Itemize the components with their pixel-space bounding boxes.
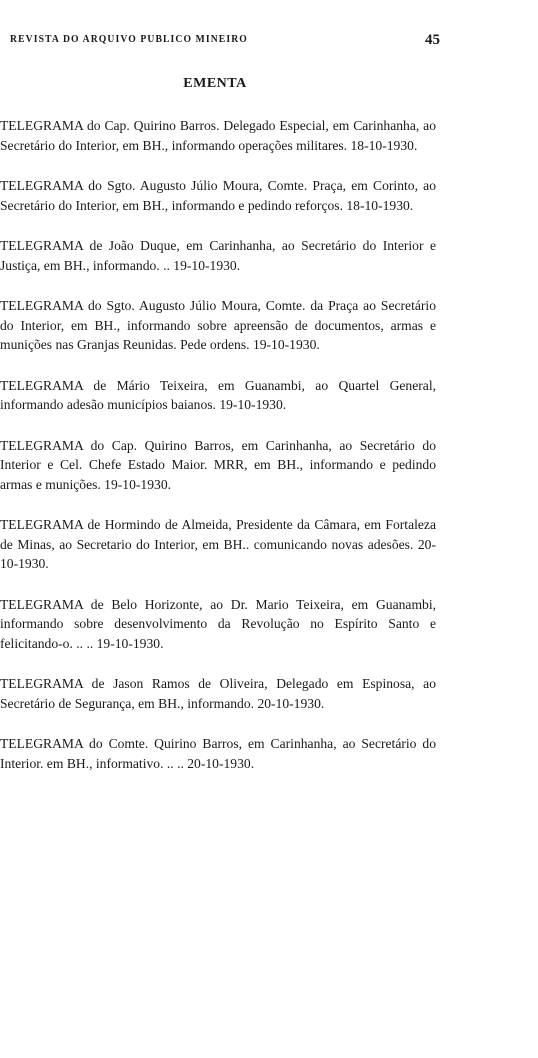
entry-item [0,595,436,654]
entry-text: TELEGRAMA de Mário Teixeira, em Guanambi, ao Quartel General, informando adesão municípios baianos. 19-10-1930. [0,377,436,412]
running-header [10,34,440,52]
running-title: REVISTA DO ARQUIVO PUBLICO MINEIRO [10,34,248,45]
entry-item [0,236,436,275]
entry-text: TELEGRAMA de Belo Horizonte, ao Dr. Mario Teixeira, em Guanambi, informando sobre desenvolvimento da Revolução no Espírito Santo e felicitando-o. .. .. 19-10-1930. [0,596,436,651]
entry-item [0,116,436,155]
entry-item [0,515,436,574]
entry-text: TELEGRAMA do Sgto. Augusto Júlio Moura, Comte. Praça, em Corinto, ao Secretário do Interior, em BH., informando e pedindo reforços. 18-10-1930. [0,178,436,213]
page-number: 45 [425,32,440,48]
entry-text: TELEGRAMA de Jason Ramos de Oliveira, Delegado em Espinosa, ao Secretário de Segurança, em BH., informando. 20-10-1930. [0,676,436,711]
entry-text: TELEGRAMA do Cap. Quirino Barros, em Carinhanha, ao Secretário do Interior e Cel. Chefe Estado Maior. MRR, em BH., informando e pedindo armas e munições. 19-10-1930. [0,437,436,492]
entry-text: TELEGRAMA do Comte. Quirino Barros, em Carinhanha, ao Secretário do Interior. em BH., informativo. .. .. 20-10-1930. [0,736,436,771]
entry-list [0,116,436,773]
entry-text: TELEGRAMA do Cap. Quirino Barros. Delegado Especial, em Carinhanha, ao Secretário do Interior, em BH., informando operações militares. 18-10-1930. [0,118,436,153]
entry-item [0,176,436,215]
entry-text: TELEGRAMA de João Duque, em Carinhanha, ao Secretário do Interior e Justiça, em BH., informando. .. 19-10-1930. [0,238,436,273]
entry-item [0,734,436,773]
entry-item [0,376,436,415]
entry-text: TELEGRAMA do Sgto. Augusto Júlio Moura, Comte. da Praça ao Secretário do Interior, em BH., informando sobre apreensão de documentos, armas e munições nas Granjas Reunidas. Pede ordens. 19-10-1930. [0,298,436,352]
entry-item [0,674,436,713]
section-title: EMENTA [183,76,247,91]
entry-item [0,296,436,355]
entry-item [0,436,436,495]
entry-text: TELEGRAMA de Hormindo de Almeida, Presidente da Câmara, em Fortaleza de Minas, ao Secretario do Interior, em BH.. comunicando novas adesões. 20-10-1930. [0,517,436,571]
